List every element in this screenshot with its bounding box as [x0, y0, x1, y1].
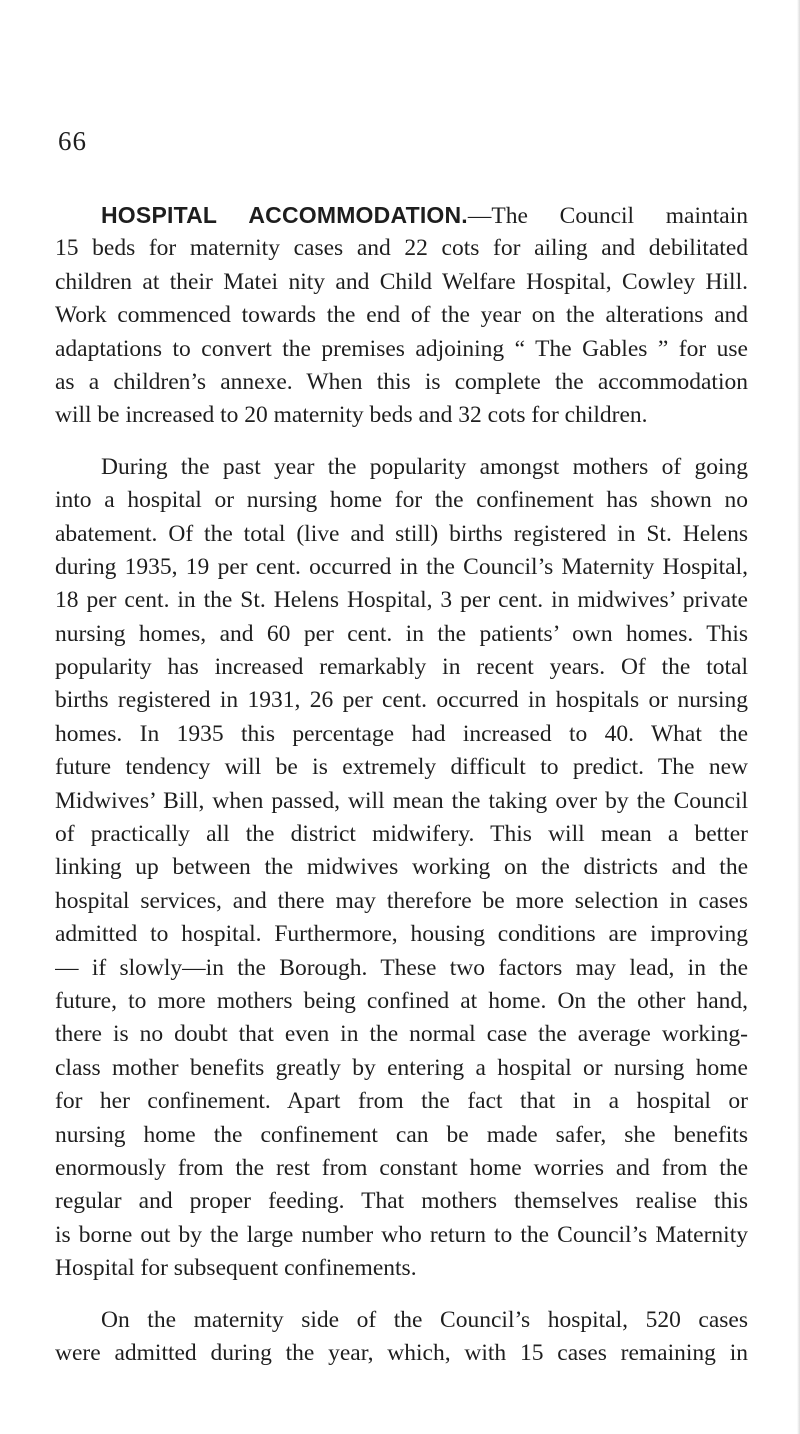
text-line: popularity has increased remarkably in recent years. Of the total — [55, 654, 748, 681]
text-line: will be increased to 20 maternity beds and 32 cots for children. — [55, 402, 648, 429]
text-line: Hospital for subsequent confinements. — [55, 1255, 417, 1282]
paragraph-maternity-side — [55, 1304, 748, 1371]
text-line: for her confinement. Apart from the fact that in a hospital or — [55, 1088, 748, 1115]
text-line: future tendency will be is extremely difficult to predict. The new — [55, 754, 748, 781]
text-line: nursing homes, and 60 per cent. in the patients’ own homes. This — [55, 620, 748, 647]
paragraph-gap — [55, 1286, 748, 1304]
text-line: homes. In 1935 this percentage had increased to 40. What the — [55, 720, 748, 747]
paragraph-popularity — [55, 451, 748, 1286]
paragraph-hospital-accommodation — [55, 199, 748, 433]
text-line: hospital services, and there may therefore be more selection in cases — [55, 887, 748, 914]
text-line: future, to more mothers being confined at home. On the other hand, — [55, 987, 748, 1014]
text-line: births registered in 1931, 26 per cent. occurred in hospitals or nursing — [55, 687, 748, 714]
text-line: enormously from the rest from constant home worries and from the — [55, 1154, 748, 1181]
paragraph-gap — [55, 433, 748, 451]
text-line: Work commenced towards the end of the year on the alterations and — [55, 302, 748, 329]
text-line: adaptations to convert the premises adjoining “ The Gables ” for use — [55, 335, 748, 362]
heading-continuation: —The Council maintain — [467, 203, 748, 229]
text-line: On the maternity side of the Council’s hospital, 520 cases — [101, 1306, 748, 1333]
text-line: class mother benefits greatly by entering a hospital or nursing home — [55, 1054, 748, 1081]
body-text — [55, 199, 748, 1370]
text-line: during 1935, 19 per cent. occurred in the Council’s Maternity Hospital, — [55, 553, 748, 580]
text-line: linking up between the midwives working on the districts and the — [55, 854, 748, 881]
text-line: — if slowly—in the Borough. These two factors may lead, in the — [55, 954, 748, 981]
text-line: admitted to hospital. Furthermore, housing conditions are improving — [55, 921, 748, 948]
text-line: During the past year the popularity amongst mothers of going — [101, 453, 748, 480]
text-line: of practically all the district midwifery. This will mean a better — [55, 821, 748, 848]
text-line: were admitted during the year, which, with 15 cases remaining in — [55, 1339, 748, 1366]
section-heading: HOSPITAL ACCOMMODATION. — [101, 202, 468, 228]
text-line: 18 per cent. in the St. Helens Hospital, 3 per cent. in midwives’ private — [55, 587, 748, 614]
text-line: Midwives’ Bill, when passed, will mean the taking over by the Council — [55, 787, 748, 814]
text-line: abatement. Of the total (live and still) births registered in St. Helens — [55, 520, 748, 547]
text-line: children at their Matei nity and Child Welfare Hospital, Cowley Hill. — [55, 268, 748, 295]
text-line: 15 beds for maternity cases and 22 cots for ailing and debilitated — [55, 235, 748, 262]
page-number: 66 — [58, 126, 87, 156]
text-line: regular and proper feeding. That mothers themselves realise this — [55, 1188, 748, 1215]
text-line: there is no doubt that even in the normal case the average working- — [55, 1021, 748, 1048]
text-line: as a children’s annexe. When this is complete the accommodation — [55, 368, 748, 395]
text-line — [55, 199, 748, 232]
text-line: into a hospital or nursing home for the confinement has shown no — [55, 487, 748, 514]
text-line: nursing home the confinement can be made safer, she benefits — [55, 1121, 748, 1148]
text-line: is borne out by the large number who return to the Council’s Maternity — [55, 1221, 748, 1248]
